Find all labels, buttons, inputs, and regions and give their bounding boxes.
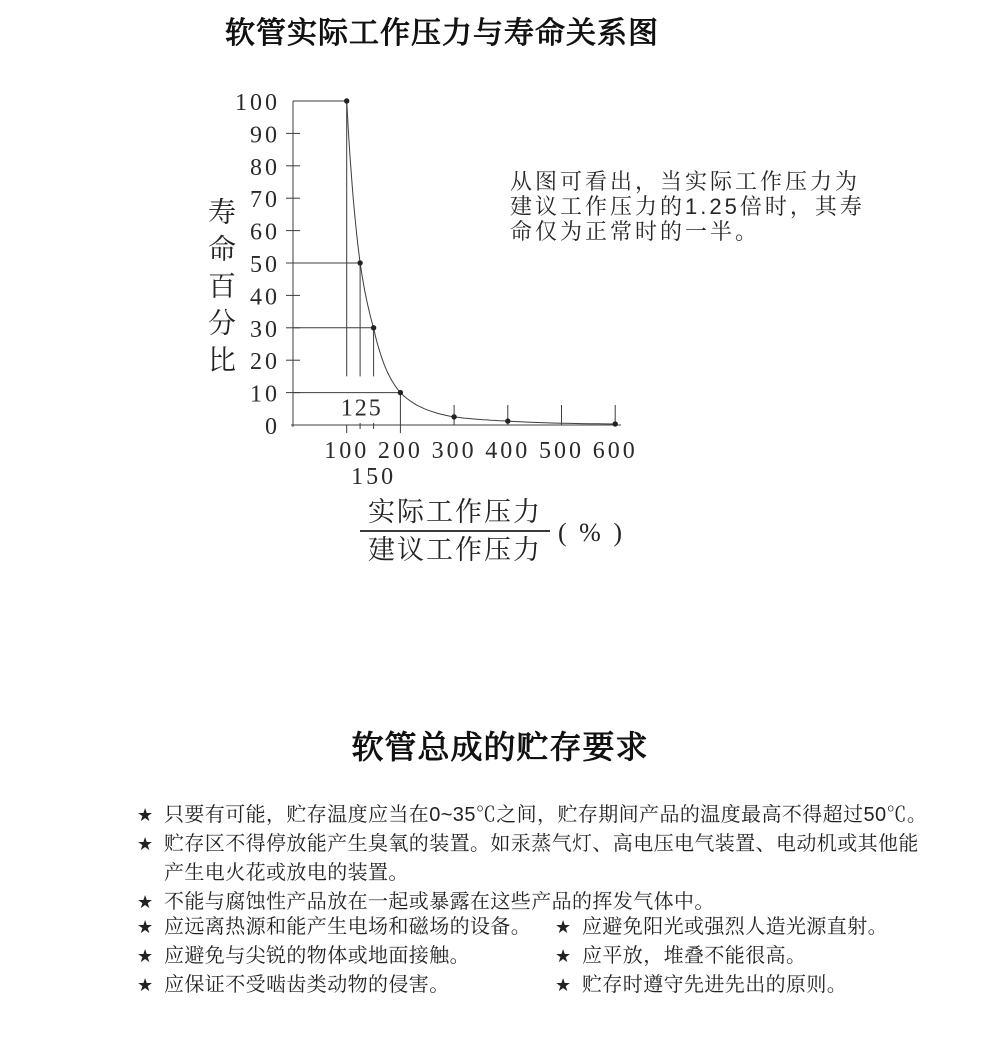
inner-value-label: 125 — [340, 395, 383, 422]
x-tick-label: 300 — [431, 438, 477, 464]
storage-item — [137, 913, 531, 942]
y-tick-label: 70 — [250, 187, 280, 214]
x-axis-fraction-label — [360, 496, 625, 566]
x-tick-label: 600 — [592, 438, 638, 464]
data-point — [357, 260, 362, 265]
indent-spacer — [137, 859, 164, 888]
chart-title: 软管实际工作压力与寿命关系图 — [225, 17, 659, 50]
fraction-numerator: 实际工作压力 — [368, 497, 542, 527]
item-text: 产生电火花或放电的装置。 — [164, 862, 409, 884]
storage-item — [137, 971, 531, 1000]
fraction-stack — [360, 496, 550, 566]
y-tick-label: 20 — [250, 349, 280, 376]
life-curve — [347, 101, 616, 424]
data-point — [344, 98, 349, 103]
item-text: 应避免阳光或强烈人造光源直射。 — [582, 916, 888, 938]
storage-item — [137, 942, 531, 971]
data-point — [451, 414, 456, 419]
pressure-life-chart — [183, 80, 643, 500]
item-text: 应远离热源和能产生电场和磁场的设备。 — [164, 916, 532, 938]
chart-svg — [183, 80, 643, 500]
y-tick-label: 50 — [250, 252, 280, 278]
y-tick-label: 10 — [250, 381, 280, 408]
item-text: 贮存区不得停放能产生臭氧的装置。如汞蒸气灯、高电压电气装置、电动机或其他能 — [164, 833, 919, 855]
star-icon: ★ — [137, 975, 154, 995]
y-tick-label: 80 — [250, 154, 280, 181]
item-text: 只要有可能，贮存温度应当在0~35℃之间，贮存期间产品的温度最高不得超过50℃。 — [164, 804, 928, 826]
data-point — [398, 390, 403, 395]
item-text: 不能与腐蚀性产品放在一起或暴露在这些产品的挥发气体中。 — [164, 891, 715, 913]
y-axis-title: 寿命百分比 — [204, 197, 235, 382]
storage-item — [555, 971, 888, 1000]
x-tick-label: 100 — [324, 438, 370, 464]
storage-item — [137, 830, 927, 859]
x-tick-label: 200 — [377, 438, 423, 464]
annotation-line: 命仅为正常时的一半。 — [510, 219, 761, 244]
item-text: 贮存时遵守先进先出的原则。 — [582, 974, 848, 996]
fraction-denominator: 建议工作压力 — [368, 535, 542, 565]
storage-left-column — [137, 913, 531, 1000]
annotation-line: 从图可看出，当实际工作压力为 — [510, 169, 861, 194]
x-tick-label: 500 — [539, 438, 584, 464]
storage-right-column — [555, 913, 888, 1000]
y-tick-label: 30 — [250, 316, 280, 343]
x-sub-tick-label: 150 — [351, 464, 397, 490]
item-text: 应保证不受啮齿类动物的侵害。 — [164, 974, 450, 996]
storage-item — [555, 942, 888, 971]
item-text: 应平放，堆叠不能很高。 — [582, 945, 807, 967]
storage-item-continuation — [137, 859, 927, 888]
star-icon: ★ — [137, 805, 154, 825]
y-tick-label: 40 — [250, 284, 280, 311]
item-text: 应避免与尖锐的物体或地面接触。 — [164, 945, 470, 967]
data-point — [505, 418, 510, 423]
chart-annotation — [510, 169, 865, 244]
storage-item — [137, 801, 927, 830]
storage-title: 软管总成的贮存要求 — [351, 729, 649, 765]
star-icon: ★ — [137, 917, 154, 937]
star-icon: ★ — [137, 892, 154, 912]
fraction-bar — [360, 530, 550, 532]
y-tick-label: 90 — [250, 122, 280, 149]
storage-requirements-list — [137, 801, 927, 917]
star-icon: ★ — [137, 946, 154, 966]
annotation-line: 建议工作压力的1.25倍时，其寿 — [510, 194, 865, 219]
data-point — [613, 421, 618, 426]
y-tick-label: 100 — [235, 90, 280, 116]
fraction-unit: ( % ) — [558, 518, 625, 547]
star-icon: ★ — [555, 975, 572, 995]
star-icon: ★ — [555, 946, 572, 966]
star-icon: ★ — [137, 834, 154, 854]
x-tick-label: 400 — [485, 438, 531, 464]
star-icon: ★ — [555, 917, 572, 937]
y-tick-label: 0 — [265, 414, 280, 440]
y-tick-label: 60 — [250, 219, 280, 246]
storage-item — [555, 913, 888, 942]
data-point — [371, 325, 376, 330]
